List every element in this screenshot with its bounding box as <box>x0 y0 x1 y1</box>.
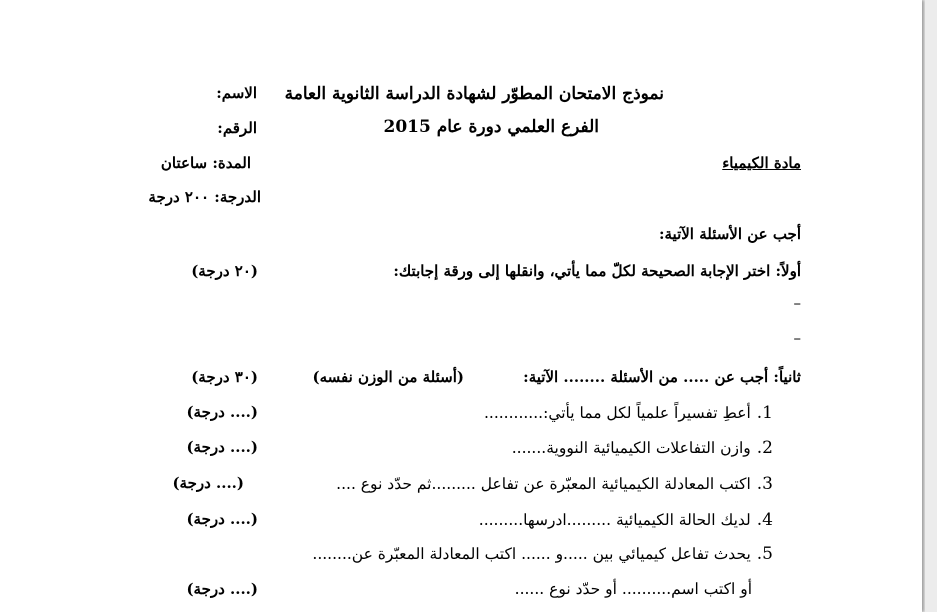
item-points: (.... درجة) <box>186 438 258 456</box>
item-points: (.... درجة) <box>172 474 244 492</box>
item-number: 5. <box>756 544 773 564</box>
item-number: 4. <box>756 510 773 530</box>
exam-grade: الدرجة: ٢٠٠ درجة <box>148 188 261 206</box>
exam-duration: المدة: ساعتان <box>160 154 251 172</box>
followup-text: أو اكتب اسم.......... أو حدّد نوع ...... <box>514 580 752 598</box>
list-item <box>484 405 773 422</box>
item-points: (.... درجة) <box>186 403 258 421</box>
subject-title: مادة الكيمياء <box>722 154 801 172</box>
number-label: الرقم: <box>217 119 257 137</box>
section-2-note: (أسئلة من الوزن نفسه) <box>312 368 464 386</box>
item-text: يحدث تفاعل كيميائي بين .....و ...... اكتب المعادلة المعبّرة عن........ <box>312 545 751 563</box>
list-item <box>512 440 773 457</box>
item-number: 2. <box>756 438 773 458</box>
list-item <box>479 512 773 529</box>
item-points: (.... درجة) <box>186 510 258 528</box>
item-number: 3. <box>756 474 773 494</box>
item-text: أعطِ تفسيراً علمياً لكل مما يأتي:............ <box>483 404 751 422</box>
exam-subtitle: الفرع العلمي دورة عام 2015 <box>383 117 599 137</box>
item-text: لديك الحالة الكيميائية .........ادرسها......... <box>478 511 751 529</box>
list-item <box>312 546 773 563</box>
section-1-points: (٢٠ درجة) <box>191 262 258 280</box>
scrollbar[interactable] <box>925 0 937 612</box>
section-1-text: أولاً: اختر الإجابة الصحيحة لكلّ مما يأتي، وانقلها إلى ورقة إجابتك: <box>393 262 801 280</box>
section-2-points: (٣٠ درجة) <box>191 368 258 386</box>
item-text: وازن التفاعلات الكيميائية النووية....... <box>511 439 751 457</box>
name-label: الاسم: <box>216 84 257 102</box>
dash-item: – <box>793 329 801 347</box>
item-text: اكتب المعادلة الكيميائية المعبّرة عن تفاعل .........ثم حدّد نوع .... <box>336 475 751 493</box>
instructions: أجب عن الأسئلة الآتية: <box>658 225 801 243</box>
exam-title: نموذج الامتحان المطوّر لشهادة الدراسة الثانوية العامة <box>284 84 664 104</box>
section-2-text: ثانياً: أجب عن ..... من الأسئلة ........ الآتية: <box>523 368 801 386</box>
list-item <box>336 476 773 493</box>
followup-points: (.... درجة) <box>186 580 258 598</box>
item-number: 1. <box>756 403 773 423</box>
dash-item: – <box>793 294 801 312</box>
